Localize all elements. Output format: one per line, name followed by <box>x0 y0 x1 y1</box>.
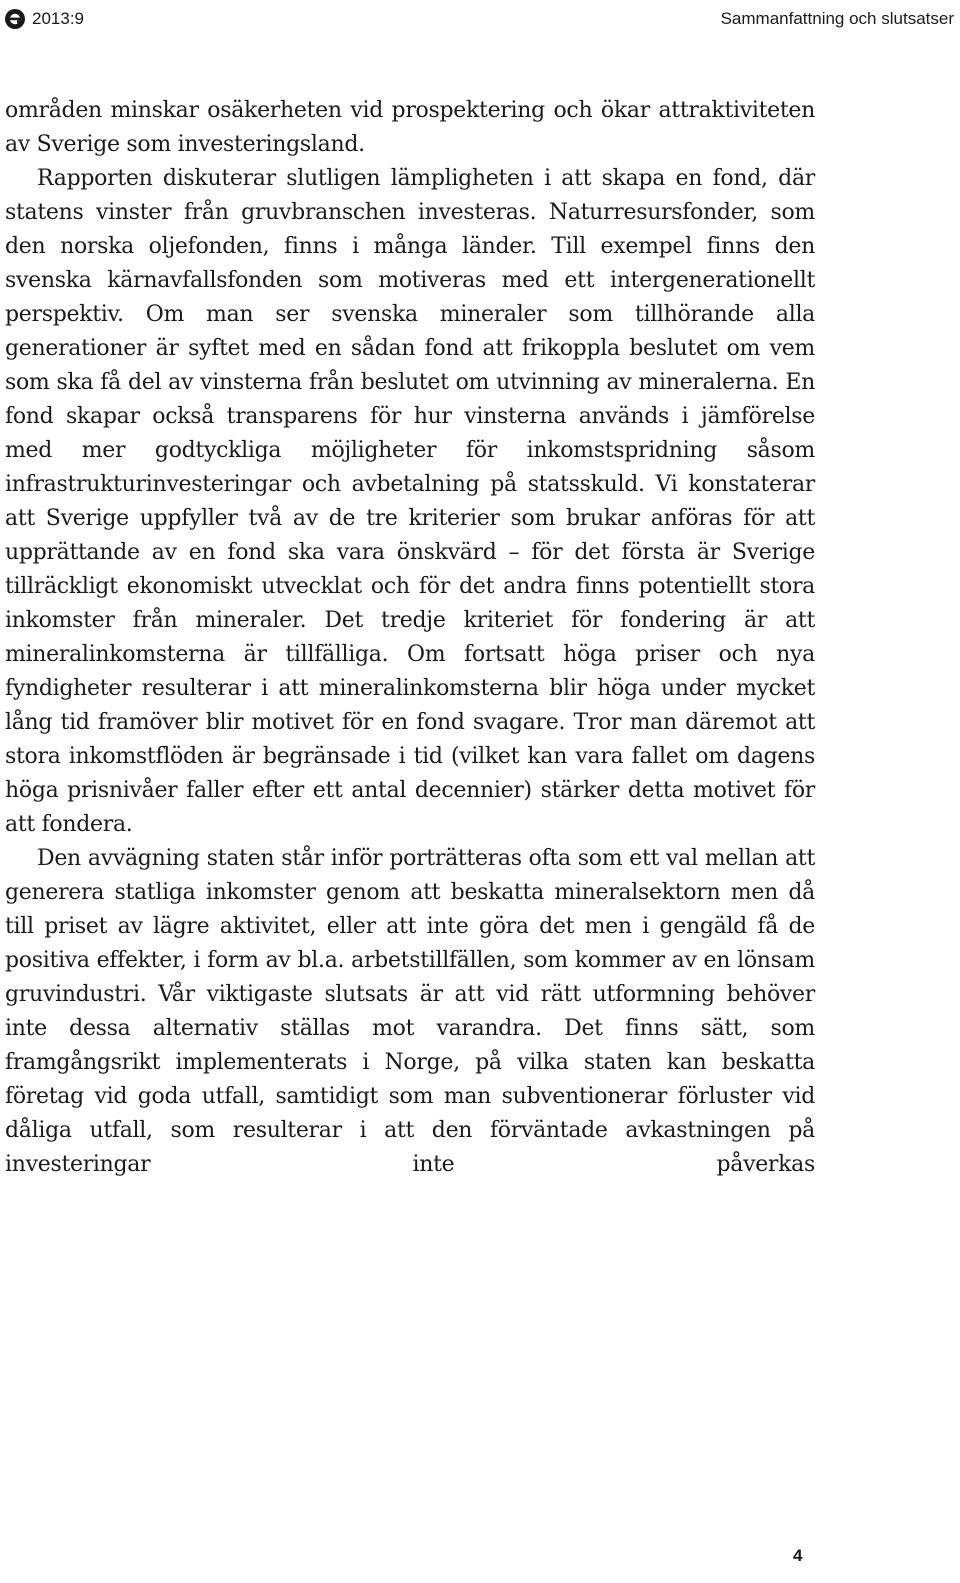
page-header <box>4 4 954 34</box>
paragraph-continuation: områden minskar osäkerheten vid prospektering och ökar attraktiviteten av Sverige som investeringsland. <box>5 98 815 157</box>
report-number: 2013:9 <box>32 9 84 28</box>
paragraph-tradeoff: Den avvägning staten står inför porträtteras ofta som ett val mellan att generera statliga inkomster genom att beskatta mineralsektorn men då till priset av lägre aktivitet, eller att inte göra det men i gengäld få de positiva effekter, i form av bl.a. arbetstillfällen, som kommer av en lönsam gruvindustri. Vår viktigaste slutsats är att vid rätt utformning behöver inte dessa alternativ ställas mot varandra. Det finns sätt, som framgångsrikt implementerats i Norge, på vilka staten kan beskatta företag vid goda utfall, samtidigt som man subventionerar förluster vid dåliga utfall, som resulterar i att den förväntade avkastningen på investeringar inte påverkas <box>5 846 815 1177</box>
header-left <box>4 4 84 34</box>
page-number: 4 <box>793 1546 803 1565</box>
paragraph-fund-discussion: Rapporten diskuterar slutligen lämpligheten i att skapa en fond, där statens vinster från gruvbranschen investeras. Naturresursfonder, som den norska oljefonden, finns i många länder. Till exempel finns den svenska kärnavfallsfonden som motiveras med ett intergenerationellt perspektiv. Om man ser svenska mineraler som tillhörande alla generationer är syftet med en sådan fond att frikoppla beslutet om vem som ska få del av vinsterna från beslutet om utvinning av mineralerna. En fond skapar också transparens för hur vinsterna används i jämförelse med mer godtyckliga möjligheter för inkomstspridning såsom infrastrukturinvesteringar och avbetalning på statsskuld. Vi konstaterar att Sverige uppfyller två av de tre kriterier som brukar anföras för att upprättande av en fond ska vara önskvärd – för det första är Sverige tillräckligt ekonomiskt utvecklat och för det andra finns potentiellt stora inkomster från mineraler. Det tredje kriteriet för fondering är att mineralinkomsterna är tillfälliga. Om fortsatt höga priser och nya fyndigheter resulterar i att mineralinkomsterna blir höga under mycket lång tid framöver blir motivet för en fond svagare. Tror man däremot att stora inkomstflöden är begränsade i tid (vilket kan vara fallet om dagens höga prisnivåer faller efter ett antal decennier) stärker detta motivet för att fondera. <box>5 166 815 837</box>
body-text <box>5 94 815 1182</box>
section-title: Sammanfattning och slutsatser <box>720 9 954 28</box>
report-series-logo-icon <box>4 8 26 30</box>
